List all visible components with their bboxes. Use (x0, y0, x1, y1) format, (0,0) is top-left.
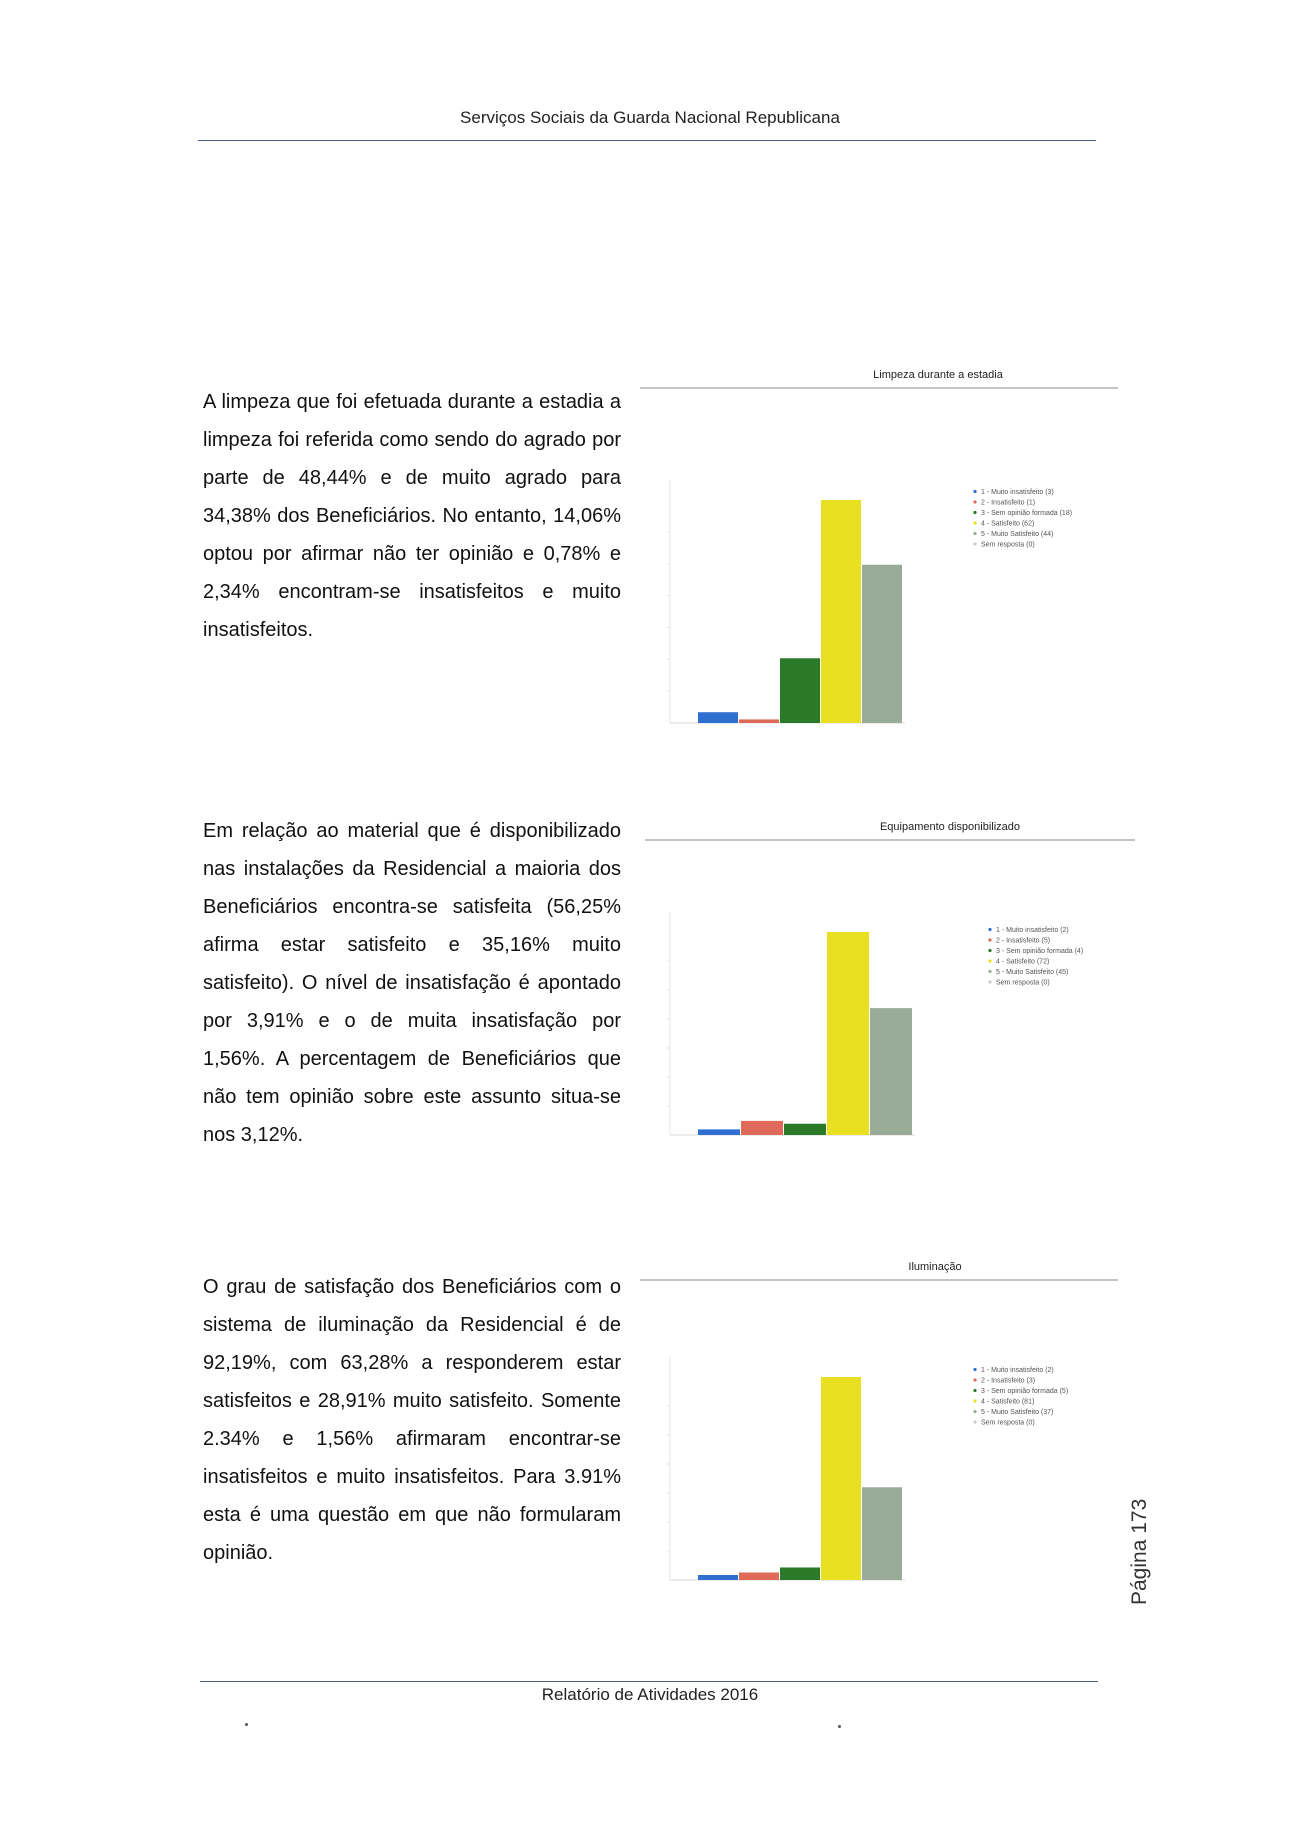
chart-iluminacao-legend-item: Sem resposta (0) (981, 1419, 1035, 1427)
chart-iluminacao-legend-marker (973, 1389, 976, 1392)
chart-equipamento-legend-item: 1 - Muito insatisfeito (2) (996, 927, 1069, 934)
chart-limpeza-legend-item: 3 - Sem opinião formada (18) (981, 510, 1073, 517)
chart-equipamento-legend-item: 5 - Muito Satisfeito (45) (996, 969, 1069, 976)
chart-limpeza-bar-2 (739, 719, 779, 723)
chart-equipamento-legend-marker (988, 970, 991, 973)
chart-equipamento-title: Equipamento disponibilizado (879, 821, 1021, 833)
chart-limpeza-legend-marker (973, 532, 976, 535)
chart-iluminacao-bar-1 (698, 1575, 738, 1580)
chart-iluminacao-bar-5 (862, 1487, 902, 1580)
scan-speck (838, 1725, 841, 1728)
chart-limpeza-legend-item: 5 - Muito Satisfeito (44) (981, 531, 1054, 538)
chart-iluminacao-bar-3 (780, 1567, 820, 1580)
chart-equipamento-legend-marker (988, 938, 991, 941)
scan-speck (245, 1723, 248, 1726)
chart-limpeza-legend-item: 1 - Muito insatisfeito (3) (981, 489, 1054, 496)
chart-limpeza-legend-marker (973, 511, 976, 514)
chart-equipamento-legend-marker (988, 949, 991, 952)
header-title: Serviços Sociais da Guarda Nacional Republicana (460, 108, 840, 127)
chart-iluminacao-svg (640, 1252, 1120, 1592)
page-number: Página 173 (1128, 1498, 1151, 1605)
chart-iluminacao-title: Iluminação (908, 1261, 962, 1273)
chart-equipamento-bar-3 (784, 1124, 826, 1135)
header-divider (198, 140, 1096, 141)
chart-equipamento-legend-item: Sem resposta (0) (996, 979, 1050, 987)
chart-equipamento-bar-2 (741, 1121, 783, 1135)
footer-title: Relatório de Atividades 2016 (541, 1685, 759, 1704)
chart-equipamento-svg (640, 812, 1140, 1147)
chart-equipamento-legend-item: 3 - Sem opinião formada (4) (996, 948, 1084, 955)
chart-iluminacao-legend-marker (973, 1368, 976, 1371)
chart-equipamento (640, 812, 1140, 1147)
chart-equipamento-legend-marker (988, 959, 991, 962)
chart-iluminacao-legend-item: 2 - Insatisfeito (3) (981, 1377, 1036, 1385)
chart-limpeza-title: Limpeza durante a estadia (873, 369, 1003, 381)
chart-iluminacao-legend-item: 1 - Muito insatisfeito (2) (981, 1367, 1054, 1374)
footer-divider (200, 1681, 1098, 1682)
chart-limpeza-bar-1 (698, 712, 738, 723)
chart-limpeza-bar-3 (780, 658, 820, 723)
chart-iluminacao (640, 1252, 1120, 1592)
chart-limpeza (640, 360, 1120, 735)
chart-limpeza-bar-4 (821, 500, 861, 723)
chart-limpeza-legend-item: 4 - Satisfeito (62) (981, 520, 1035, 528)
chart-iluminacao-legend-marker (973, 1410, 976, 1413)
chart-limpeza-legend-marker (973, 490, 976, 493)
chart-limpeza-legend-marker (973, 542, 976, 545)
chart-iluminacao-legend-marker (973, 1378, 976, 1381)
chart-equipamento-bar-4 (827, 932, 869, 1135)
chart-iluminacao-bar-4 (821, 1377, 861, 1580)
chart-limpeza-legend-item: 2 - Insatisfeito (1) (981, 499, 1036, 507)
chart-limpeza-legend-item: Sem resposta (0) (981, 541, 1035, 549)
chart-equipamento-bar-1 (698, 1129, 740, 1135)
chart-limpeza-legend-marker (973, 500, 976, 503)
chart-iluminacao-legend-item: 3 - Sem opinião formada (5) (981, 1388, 1069, 1395)
section-text-equipamento: Em relação ao material que é disponibilizado nas instalações da Residencial a maioria dos Beneficiários encontra-se satisfeita (56,25% afirma estar satisfeito e 35,16% muito satisfeito). O nível de insatisfação é apontado por 3,91% e o de muita insatisfação por 1,56%. A percentagem de Beneficiários que não tem opinião sobre este assunto situa-se nos 3,12%. (203, 820, 621, 1146)
chart-limpeza-svg (640, 360, 1120, 735)
chart-equipamento-legend-marker (988, 928, 991, 931)
chart-equipamento-legend-item: 4 - Satisfeito (72) (996, 958, 1050, 966)
chart-limpeza-bar-5 (862, 565, 902, 723)
chart-iluminacao-legend-item: 4 - Satisfeito (81) (981, 1398, 1035, 1406)
chart-iluminacao-legend-marker (973, 1399, 976, 1402)
chart-limpeza-legend-marker (973, 521, 976, 524)
chart-iluminacao-bar-2 (739, 1572, 779, 1580)
section-text-limpeza: A limpeza que foi efetuada durante a estadia a limpeza foi referida como sendo do agrado por parte de 48,44% e de muito agrado para 34,38% dos Beneficiários. No entanto, 14,06% optou por afirmar não ter opinião e 0,78% e 2,34% encontram-se insatisfeitos e muito insatisfeitos. (203, 391, 621, 641)
chart-iluminacao-legend-item: 5 - Muito Satisfeito (37) (981, 1409, 1054, 1416)
chart-iluminacao-legend-marker (973, 1420, 976, 1423)
chart-equipamento-legend-marker (988, 980, 991, 983)
section-text-iluminacao: O grau de satisfação dos Beneficiários com o sistema de iluminação da Residencial é de 92,19%, com 63,28% a responderem estar satisfeitos e 28,91% muito satisfeito. Somente 2.34% e 1,56% afirmaram encontrar-se insatisfeitos e muito insatisfeitos. Para 3.91% esta é uma questão em que não formularam opinião. (203, 1276, 621, 1564)
chart-equipamento-legend-item: 2 - Insatisfeito (5) (996, 937, 1051, 945)
chart-equipamento-bar-5 (870, 1008, 912, 1135)
